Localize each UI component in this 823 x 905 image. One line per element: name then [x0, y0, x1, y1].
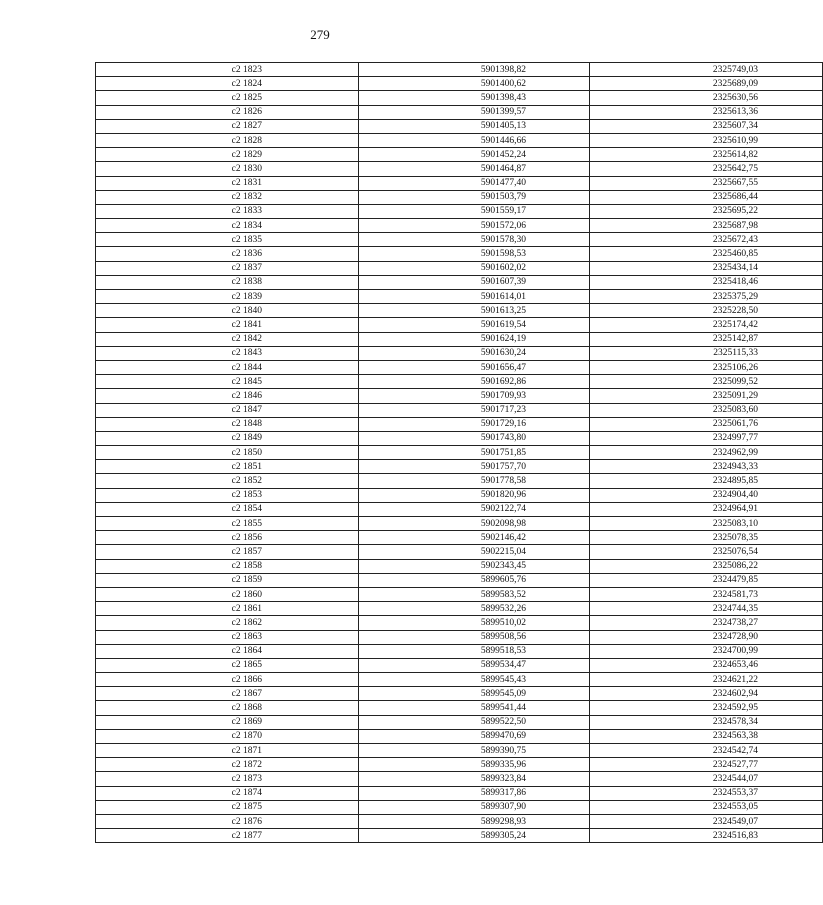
table-row — [96, 701, 823, 715]
table-row — [96, 446, 823, 460]
point-id-cell: c2 1827 — [96, 119, 359, 133]
y-coordinate-cell: 2324527,77 — [590, 758, 823, 772]
x-coordinate-cell: 5902122,74 — [359, 502, 590, 516]
table-row — [96, 800, 823, 814]
y-coordinate-cell: 2325630,56 — [590, 91, 823, 105]
point-id-cell: c2 1844 — [96, 360, 359, 374]
point-id-cell: c2 1846 — [96, 389, 359, 403]
x-coordinate-cell: 5901743,80 — [359, 431, 590, 445]
table-row — [96, 616, 823, 630]
table-row — [96, 829, 823, 843]
table-row — [96, 545, 823, 559]
table-row — [96, 204, 823, 218]
point-id-cell: c2 1856 — [96, 531, 359, 545]
x-coordinate-cell: 5899510,02 — [359, 616, 590, 630]
x-coordinate-cell: 5902215,04 — [359, 545, 590, 559]
table-row — [96, 658, 823, 672]
table-row — [96, 176, 823, 190]
point-id-cell: c2 1864 — [96, 644, 359, 658]
x-coordinate-cell: 5901613,25 — [359, 304, 590, 318]
table-row — [96, 290, 823, 304]
table-row — [96, 673, 823, 687]
y-coordinate-cell: 2325061,76 — [590, 417, 823, 431]
y-coordinate-cell: 2325614,82 — [590, 148, 823, 162]
y-coordinate-cell: 2325607,34 — [590, 119, 823, 133]
x-coordinate-cell: 5901503,79 — [359, 190, 590, 204]
table-row — [96, 190, 823, 204]
x-coordinate-cell: 5899508,56 — [359, 630, 590, 644]
point-id-cell: c2 1875 — [96, 800, 359, 814]
point-id-cell: c2 1837 — [96, 261, 359, 275]
y-coordinate-cell: 2324479,85 — [590, 573, 823, 587]
point-id-cell: c2 1852 — [96, 474, 359, 488]
table-row — [96, 375, 823, 389]
point-id-cell: c2 1865 — [96, 658, 359, 672]
point-id-cell: c2 1858 — [96, 559, 359, 573]
x-coordinate-cell: 5901729,16 — [359, 417, 590, 431]
table-row — [96, 332, 823, 346]
y-coordinate-cell: 2325749,03 — [590, 63, 823, 77]
x-coordinate-cell: 5899522,50 — [359, 715, 590, 729]
y-coordinate-cell: 2324904,40 — [590, 488, 823, 502]
y-coordinate-cell: 2325142,87 — [590, 332, 823, 346]
y-coordinate-cell: 2324962,99 — [590, 446, 823, 460]
y-coordinate-cell: 2324581,73 — [590, 587, 823, 601]
y-coordinate-cell: 2324943,33 — [590, 460, 823, 474]
point-id-cell: c2 1831 — [96, 176, 359, 190]
x-coordinate-cell: 5901405,13 — [359, 119, 590, 133]
y-coordinate-cell: 2324738,27 — [590, 616, 823, 630]
table-row — [96, 304, 823, 318]
y-coordinate-cell: 2324744,35 — [590, 602, 823, 616]
point-id-cell: c2 1845 — [96, 375, 359, 389]
table-row — [96, 814, 823, 828]
coordinates-table-body — [96, 63, 823, 843]
y-coordinate-cell: 2325083,60 — [590, 403, 823, 417]
table-row — [96, 261, 823, 275]
x-coordinate-cell: 5899583,52 — [359, 587, 590, 601]
x-coordinate-cell: 5899317,86 — [359, 786, 590, 800]
y-coordinate-cell: 2325099,52 — [590, 375, 823, 389]
y-coordinate-cell: 2324544,07 — [590, 772, 823, 786]
y-coordinate-cell: 2325083,10 — [590, 517, 823, 531]
x-coordinate-cell: 5901399,57 — [359, 105, 590, 119]
x-coordinate-cell: 5901692,86 — [359, 375, 590, 389]
table-row — [96, 219, 823, 233]
point-id-cell: c2 1825 — [96, 91, 359, 105]
table-row — [96, 460, 823, 474]
point-id-cell: c2 1859 — [96, 573, 359, 587]
table-row — [96, 148, 823, 162]
table-row — [96, 360, 823, 374]
x-coordinate-cell: 5901398,43 — [359, 91, 590, 105]
point-id-cell: c2 1873 — [96, 772, 359, 786]
point-id-cell: c2 1857 — [96, 545, 359, 559]
point-id-cell: c2 1841 — [96, 318, 359, 332]
table-row — [96, 233, 823, 247]
x-coordinate-cell: 5901778,58 — [359, 474, 590, 488]
point-id-cell: c2 1828 — [96, 133, 359, 147]
table-row — [96, 474, 823, 488]
point-id-cell: c2 1843 — [96, 346, 359, 360]
y-coordinate-cell: 2325076,54 — [590, 545, 823, 559]
x-coordinate-cell: 5901452,24 — [359, 148, 590, 162]
x-coordinate-cell: 5902146,42 — [359, 531, 590, 545]
point-id-cell: c2 1854 — [96, 502, 359, 516]
table-row — [96, 389, 823, 403]
point-id-cell: c2 1847 — [96, 403, 359, 417]
x-coordinate-cell: 5899545,09 — [359, 687, 590, 701]
x-coordinate-cell: 5901400,62 — [359, 77, 590, 91]
table-row — [96, 559, 823, 573]
table-row — [96, 758, 823, 772]
y-coordinate-cell: 2325418,46 — [590, 275, 823, 289]
y-coordinate-cell: 2325689,09 — [590, 77, 823, 91]
x-coordinate-cell: 5901464,87 — [359, 162, 590, 176]
point-id-cell: c2 1832 — [96, 190, 359, 204]
y-coordinate-cell: 2324563,38 — [590, 729, 823, 743]
y-coordinate-cell: 2325613,36 — [590, 105, 823, 119]
x-coordinate-cell: 5901820,96 — [359, 488, 590, 502]
point-id-cell: c2 1830 — [96, 162, 359, 176]
x-coordinate-cell: 5902098,98 — [359, 517, 590, 531]
point-id-cell: c2 1877 — [96, 829, 359, 843]
x-coordinate-cell: 5899541,44 — [359, 701, 590, 715]
table-row — [96, 431, 823, 445]
y-coordinate-cell: 2325686,44 — [590, 190, 823, 204]
point-id-cell: c2 1871 — [96, 744, 359, 758]
point-id-cell: c2 1836 — [96, 247, 359, 261]
point-id-cell: c2 1851 — [96, 460, 359, 474]
y-coordinate-cell: 2324728,90 — [590, 630, 823, 644]
x-coordinate-cell: 5901717,23 — [359, 403, 590, 417]
table-row — [96, 63, 823, 77]
y-coordinate-cell: 2324592,95 — [590, 701, 823, 715]
y-coordinate-cell: 2324516,83 — [590, 829, 823, 843]
y-coordinate-cell: 2324553,37 — [590, 786, 823, 800]
y-coordinate-cell: 2325460,85 — [590, 247, 823, 261]
point-id-cell: c2 1840 — [96, 304, 359, 318]
x-coordinate-cell: 5901757,70 — [359, 460, 590, 474]
x-coordinate-cell: 5901446,66 — [359, 133, 590, 147]
table-row — [96, 247, 823, 261]
point-id-cell: c2 1867 — [96, 687, 359, 701]
table-row — [96, 587, 823, 601]
x-coordinate-cell: 5901598,53 — [359, 247, 590, 261]
x-coordinate-cell: 5901398,82 — [359, 63, 590, 77]
table-row — [96, 502, 823, 516]
point-id-cell: c2 1833 — [96, 204, 359, 218]
x-coordinate-cell: 5901607,39 — [359, 275, 590, 289]
x-coordinate-cell: 5899534,47 — [359, 658, 590, 672]
y-coordinate-cell: 2324578,34 — [590, 715, 823, 729]
table-row — [96, 105, 823, 119]
point-id-cell: c2 1838 — [96, 275, 359, 289]
point-id-cell: c2 1870 — [96, 729, 359, 743]
x-coordinate-cell: 5899335,96 — [359, 758, 590, 772]
point-id-cell: c2 1863 — [96, 630, 359, 644]
table-row — [96, 275, 823, 289]
x-coordinate-cell: 5901656,47 — [359, 360, 590, 374]
point-id-cell: c2 1876 — [96, 814, 359, 828]
table-row — [96, 602, 823, 616]
y-coordinate-cell: 2325228,50 — [590, 304, 823, 318]
point-id-cell: c2 1826 — [96, 105, 359, 119]
table-row — [96, 133, 823, 147]
table-row — [96, 772, 823, 786]
x-coordinate-cell: 5899532,26 — [359, 602, 590, 616]
table-row — [96, 729, 823, 743]
point-id-cell: c2 1869 — [96, 715, 359, 729]
x-coordinate-cell: 5899298,93 — [359, 814, 590, 828]
x-coordinate-cell: 5899518,53 — [359, 644, 590, 658]
point-id-cell: c2 1862 — [96, 616, 359, 630]
table-row — [96, 488, 823, 502]
x-coordinate-cell: 5901709,93 — [359, 389, 590, 403]
x-coordinate-cell: 5901559,17 — [359, 204, 590, 218]
table-row — [96, 715, 823, 729]
x-coordinate-cell: 5899323,84 — [359, 772, 590, 786]
y-coordinate-cell: 2325434,14 — [590, 261, 823, 275]
coordinates-table — [95, 62, 823, 843]
table-row — [96, 119, 823, 133]
x-coordinate-cell: 5901619,54 — [359, 318, 590, 332]
table-row — [96, 531, 823, 545]
y-coordinate-cell: 2325086,22 — [590, 559, 823, 573]
table-row — [96, 573, 823, 587]
x-coordinate-cell: 5901630,24 — [359, 346, 590, 360]
x-coordinate-cell: 5901602,02 — [359, 261, 590, 275]
table-row — [96, 346, 823, 360]
point-id-cell: c2 1834 — [96, 219, 359, 233]
y-coordinate-cell: 2324700,99 — [590, 644, 823, 658]
table-row — [96, 786, 823, 800]
x-coordinate-cell: 5901572,06 — [359, 219, 590, 233]
y-coordinate-cell: 2325642,75 — [590, 162, 823, 176]
y-coordinate-cell: 2324553,05 — [590, 800, 823, 814]
y-coordinate-cell: 2325667,55 — [590, 176, 823, 190]
x-coordinate-cell: 5899545,43 — [359, 673, 590, 687]
x-coordinate-cell: 5899305,24 — [359, 829, 590, 843]
point-id-cell: c2 1824 — [96, 77, 359, 91]
x-coordinate-cell: 5899307,90 — [359, 800, 590, 814]
y-coordinate-cell: 2325174,42 — [590, 318, 823, 332]
table-row — [96, 687, 823, 701]
x-coordinate-cell: 5899470,69 — [359, 729, 590, 743]
point-id-cell: c2 1850 — [96, 446, 359, 460]
x-coordinate-cell: 5899605,76 — [359, 573, 590, 587]
point-id-cell: c2 1872 — [96, 758, 359, 772]
point-id-cell: c2 1835 — [96, 233, 359, 247]
point-id-cell: c2 1874 — [96, 786, 359, 800]
y-coordinate-cell: 2325687,98 — [590, 219, 823, 233]
y-coordinate-cell: 2324653,46 — [590, 658, 823, 672]
point-id-cell: c2 1866 — [96, 673, 359, 687]
y-coordinate-cell: 2324621,22 — [590, 673, 823, 687]
table-row — [96, 644, 823, 658]
table-row — [96, 162, 823, 176]
point-id-cell: c2 1839 — [96, 290, 359, 304]
x-coordinate-cell: 5901477,40 — [359, 176, 590, 190]
point-id-cell: c2 1853 — [96, 488, 359, 502]
page-number: 279 — [310, 27, 330, 42]
table-row — [96, 403, 823, 417]
x-coordinate-cell: 5901624,19 — [359, 332, 590, 346]
y-coordinate-cell: 2325695,22 — [590, 204, 823, 218]
y-coordinate-cell: 2324895,85 — [590, 474, 823, 488]
y-coordinate-cell: 2324549,07 — [590, 814, 823, 828]
y-coordinate-cell: 2325091,29 — [590, 389, 823, 403]
point-id-cell: c2 1842 — [96, 332, 359, 346]
y-coordinate-cell: 2325610,99 — [590, 133, 823, 147]
y-coordinate-cell: 2325375,29 — [590, 290, 823, 304]
table-row — [96, 744, 823, 758]
table-row — [96, 318, 823, 332]
x-coordinate-cell: 5901751,85 — [359, 446, 590, 460]
table-row — [96, 517, 823, 531]
x-coordinate-cell: 5901578,30 — [359, 233, 590, 247]
table-row — [96, 77, 823, 91]
point-id-cell: c2 1849 — [96, 431, 359, 445]
y-coordinate-cell: 2324964,91 — [590, 502, 823, 516]
y-coordinate-cell: 2324997,77 — [590, 431, 823, 445]
y-coordinate-cell: 2324542,74 — [590, 744, 823, 758]
point-id-cell: c2 1823 — [96, 63, 359, 77]
y-coordinate-cell: 2325115,33 — [590, 346, 823, 360]
point-id-cell: c2 1860 — [96, 587, 359, 601]
x-coordinate-cell: 5902343,45 — [359, 559, 590, 573]
point-id-cell: c2 1861 — [96, 602, 359, 616]
y-coordinate-cell: 2325106,26 — [590, 360, 823, 374]
y-coordinate-cell: 2325672,43 — [590, 233, 823, 247]
point-id-cell: c2 1868 — [96, 701, 359, 715]
y-coordinate-cell: 2325078,35 — [590, 531, 823, 545]
point-id-cell: c2 1848 — [96, 417, 359, 431]
table-row — [96, 630, 823, 644]
x-coordinate-cell: 5899390,75 — [359, 744, 590, 758]
point-id-cell: c2 1855 — [96, 517, 359, 531]
table-row — [96, 417, 823, 431]
y-coordinate-cell: 2324602,94 — [590, 687, 823, 701]
table-row — [96, 91, 823, 105]
point-id-cell: c2 1829 — [96, 148, 359, 162]
x-coordinate-cell: 5901614,01 — [359, 290, 590, 304]
